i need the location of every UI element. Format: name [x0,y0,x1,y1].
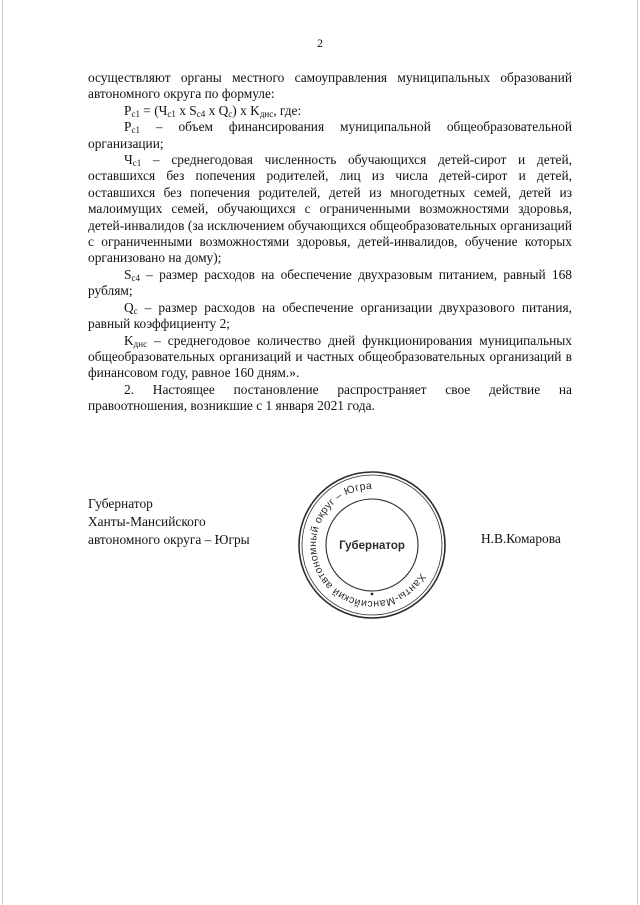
paragraph-effective-date: 2. Настоящее постановление распространяет свое действие на правоотношения, возникшие с 1 января 2021 года. [88,381,572,414]
definition-q: $Q_c$ – размер расходов на обеспечение организации двухразового питания, равный коэффициенту 2; [88,299,572,332]
scan-edge-right [637,0,638,905]
formula: $P_{c1} = (Ч_{c1}$ х $S_{c4}$ х $Q_c$) х $K_{днс}$, где: [124,102,302,119]
signatory-line-2: Ханты-Мансийского [88,514,206,529]
page-number: 2 [317,36,323,50]
document-body [88,70,572,415]
signatory-title [88,495,250,549]
signatory-name: Н.В.Комарова [481,531,561,546]
definition-s: $S_{c4}$ – размер расходов на обеспечение двухразовым питанием, равный 168 рублям; [88,266,572,299]
definition-k: $K_{днс}$ – среднегодовое количество дней функционирования муниципальных общеобразовательных организаций и частных общеобразовательных организаций в финансовом году, равное 160 дням.». [88,332,572,381]
paragraph-intro: осуществляют органы местного самоуправления муниципальных образований автономного округа по формуле: [88,70,572,102]
signatory-line-3: автономного округа – Югры [88,532,250,547]
seal-ring-text: Ханты-Мансийский автономный округ – Югра [306,479,429,611]
signatory-line-1: Губернатор [88,496,153,511]
scan-edge-left [2,0,3,905]
definition-p: $P_{c1}$ – объем финансирования муниципальной общеобразовательной организации; [88,119,572,151]
official-seal-stamp [295,468,449,622]
definition-ch: $Ч_{c1}$ – среднегодовая численность обучающихся детей-сирот и детей, оставшихся без попечения родителей, лиц из числа детей-сирот и детей, оставшихся без попечения родителей, детей из многодетных семей, детей из малоимущих семей, обучающихся с ограниченными возможностями здоровья, детей-инвалидов (за исключением обучающихся общеобразовательных организаций с ограниченными возможностями здоровья, детей-инвалидов, обучение которых организовано на дому); [88,152,572,266]
seal-center-text: Губернатор [339,540,405,552]
